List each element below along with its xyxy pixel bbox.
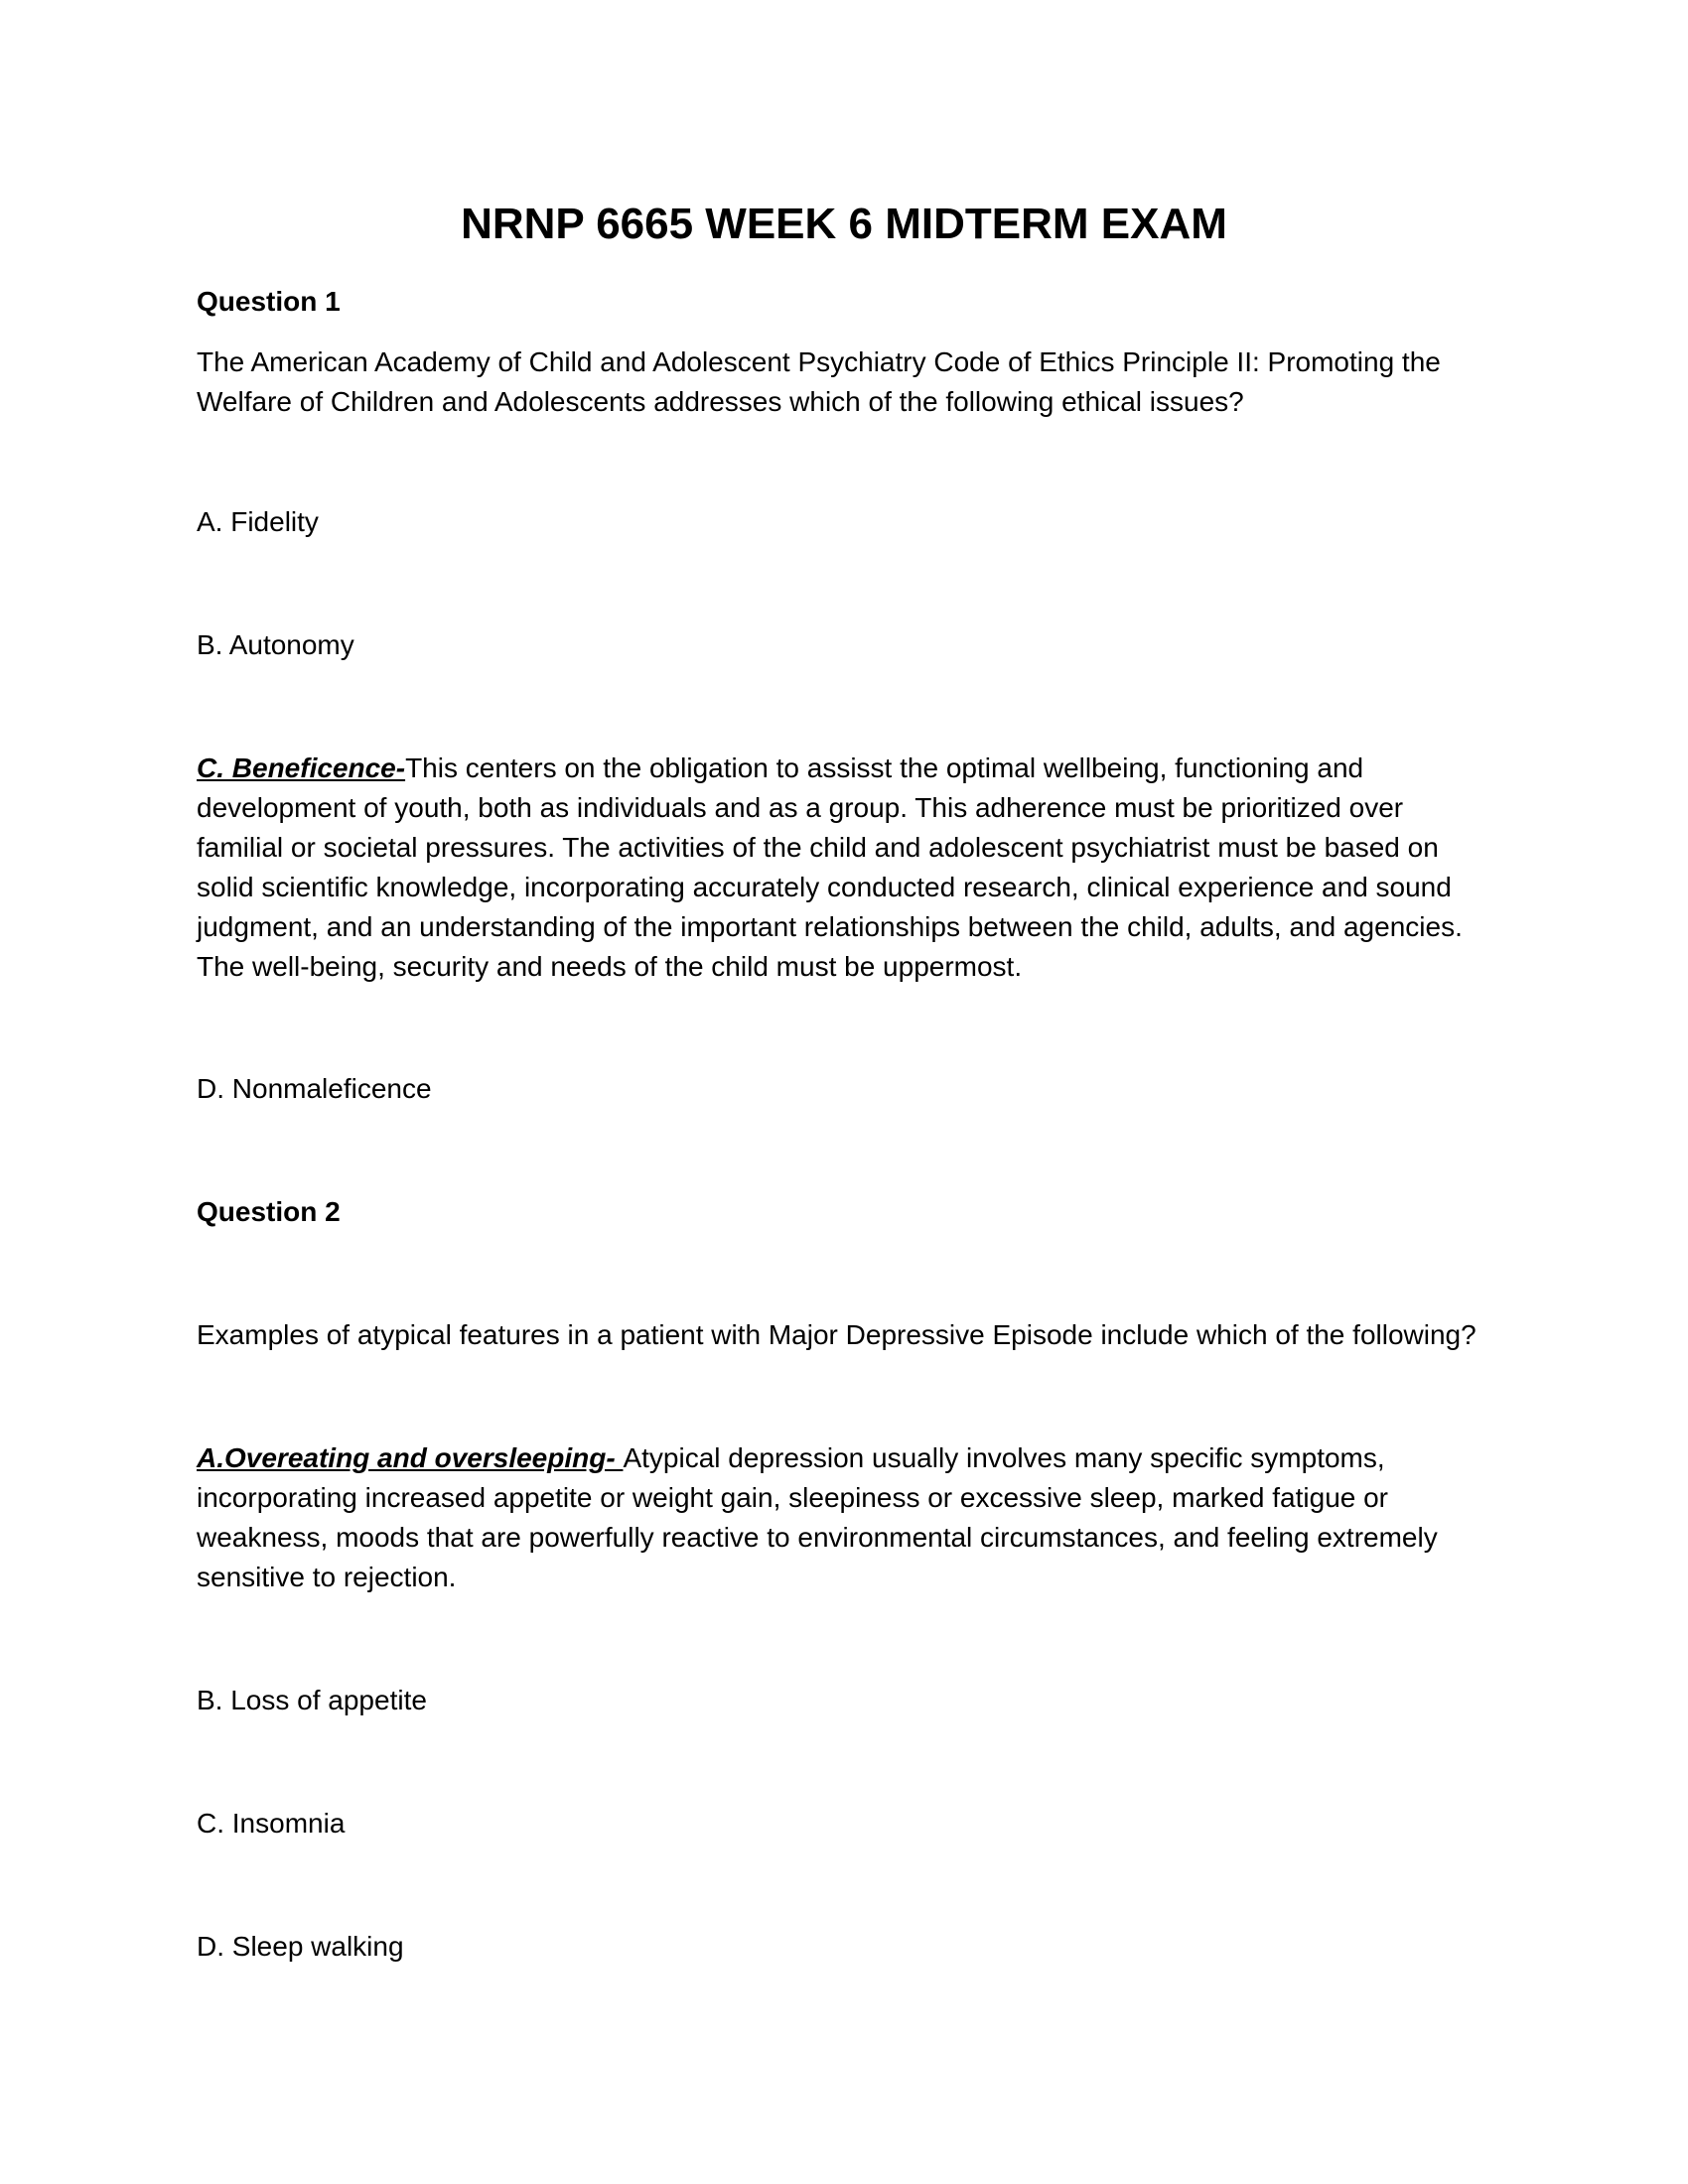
question-1-option-b: B. Autonomy <box>197 629 354 660</box>
question-2-option-c: C. Insomnia <box>197 1808 346 1839</box>
question-1-answer-explanation: This centers on the obligation to assisst the optimal wellbeing, functioning and development of youth, both as individuals and as a group. This adherence must be prioritized over familial or societal pressures. The activities of the child and adolescent psychiatrist must be based on solid scientific knowledge, incorporating accurately conducted research, clinical experience and sound judgment, and an understanding of the important relationships between the child, adults, and agencies. The well-being, security and needs of the child must be uppermost. <box>197 752 1463 982</box>
question-2-heading: Question 2 <box>197 1196 341 1227</box>
question-1-option-d: D. Nonmaleficence <box>197 1073 432 1104</box>
question-1-option-a: A. Fidelity <box>197 506 319 537</box>
question-1-option-c <box>197 749 1487 987</box>
question-2-prompt: Examples of atypical features in a patient with Major Depressive Episode include which of the following? <box>197 1319 1477 1350</box>
question-2-option-b: B. Loss of appetite <box>197 1685 427 1715</box>
question-1-heading: Question 1 <box>197 286 341 317</box>
question-2-option-d: D. Sleep walking <box>197 1931 404 1962</box>
question-2-option-a <box>197 1438 1487 1597</box>
exam-title: NRNP 6665 WEEK 6 MIDTERM EXAM <box>461 200 1227 248</box>
question-1-correct-answer-label: C. Beneficence- <box>197 752 406 783</box>
question-1-prompt: The American Academy of Child and Adolescent Psychiatry Code of Ethics Principle II: Promoting the Welfare of Children and Adolescents addresses which of the following ethical issues? <box>197 346 1441 417</box>
question-2-correct-answer-label: A.Overeating and oversleeping- <box>197 1442 624 1473</box>
question-2-answer-explanation: Atypical depression usually involves many specific symptoms, incorporating increased appetite or weight gain, sleepiness or excessive sleep, marked fatigue or weakness, moods that are powerfully reactive to environmental circumstances, and feeling extremely sensitive to rejection. <box>197 1442 1438 1592</box>
